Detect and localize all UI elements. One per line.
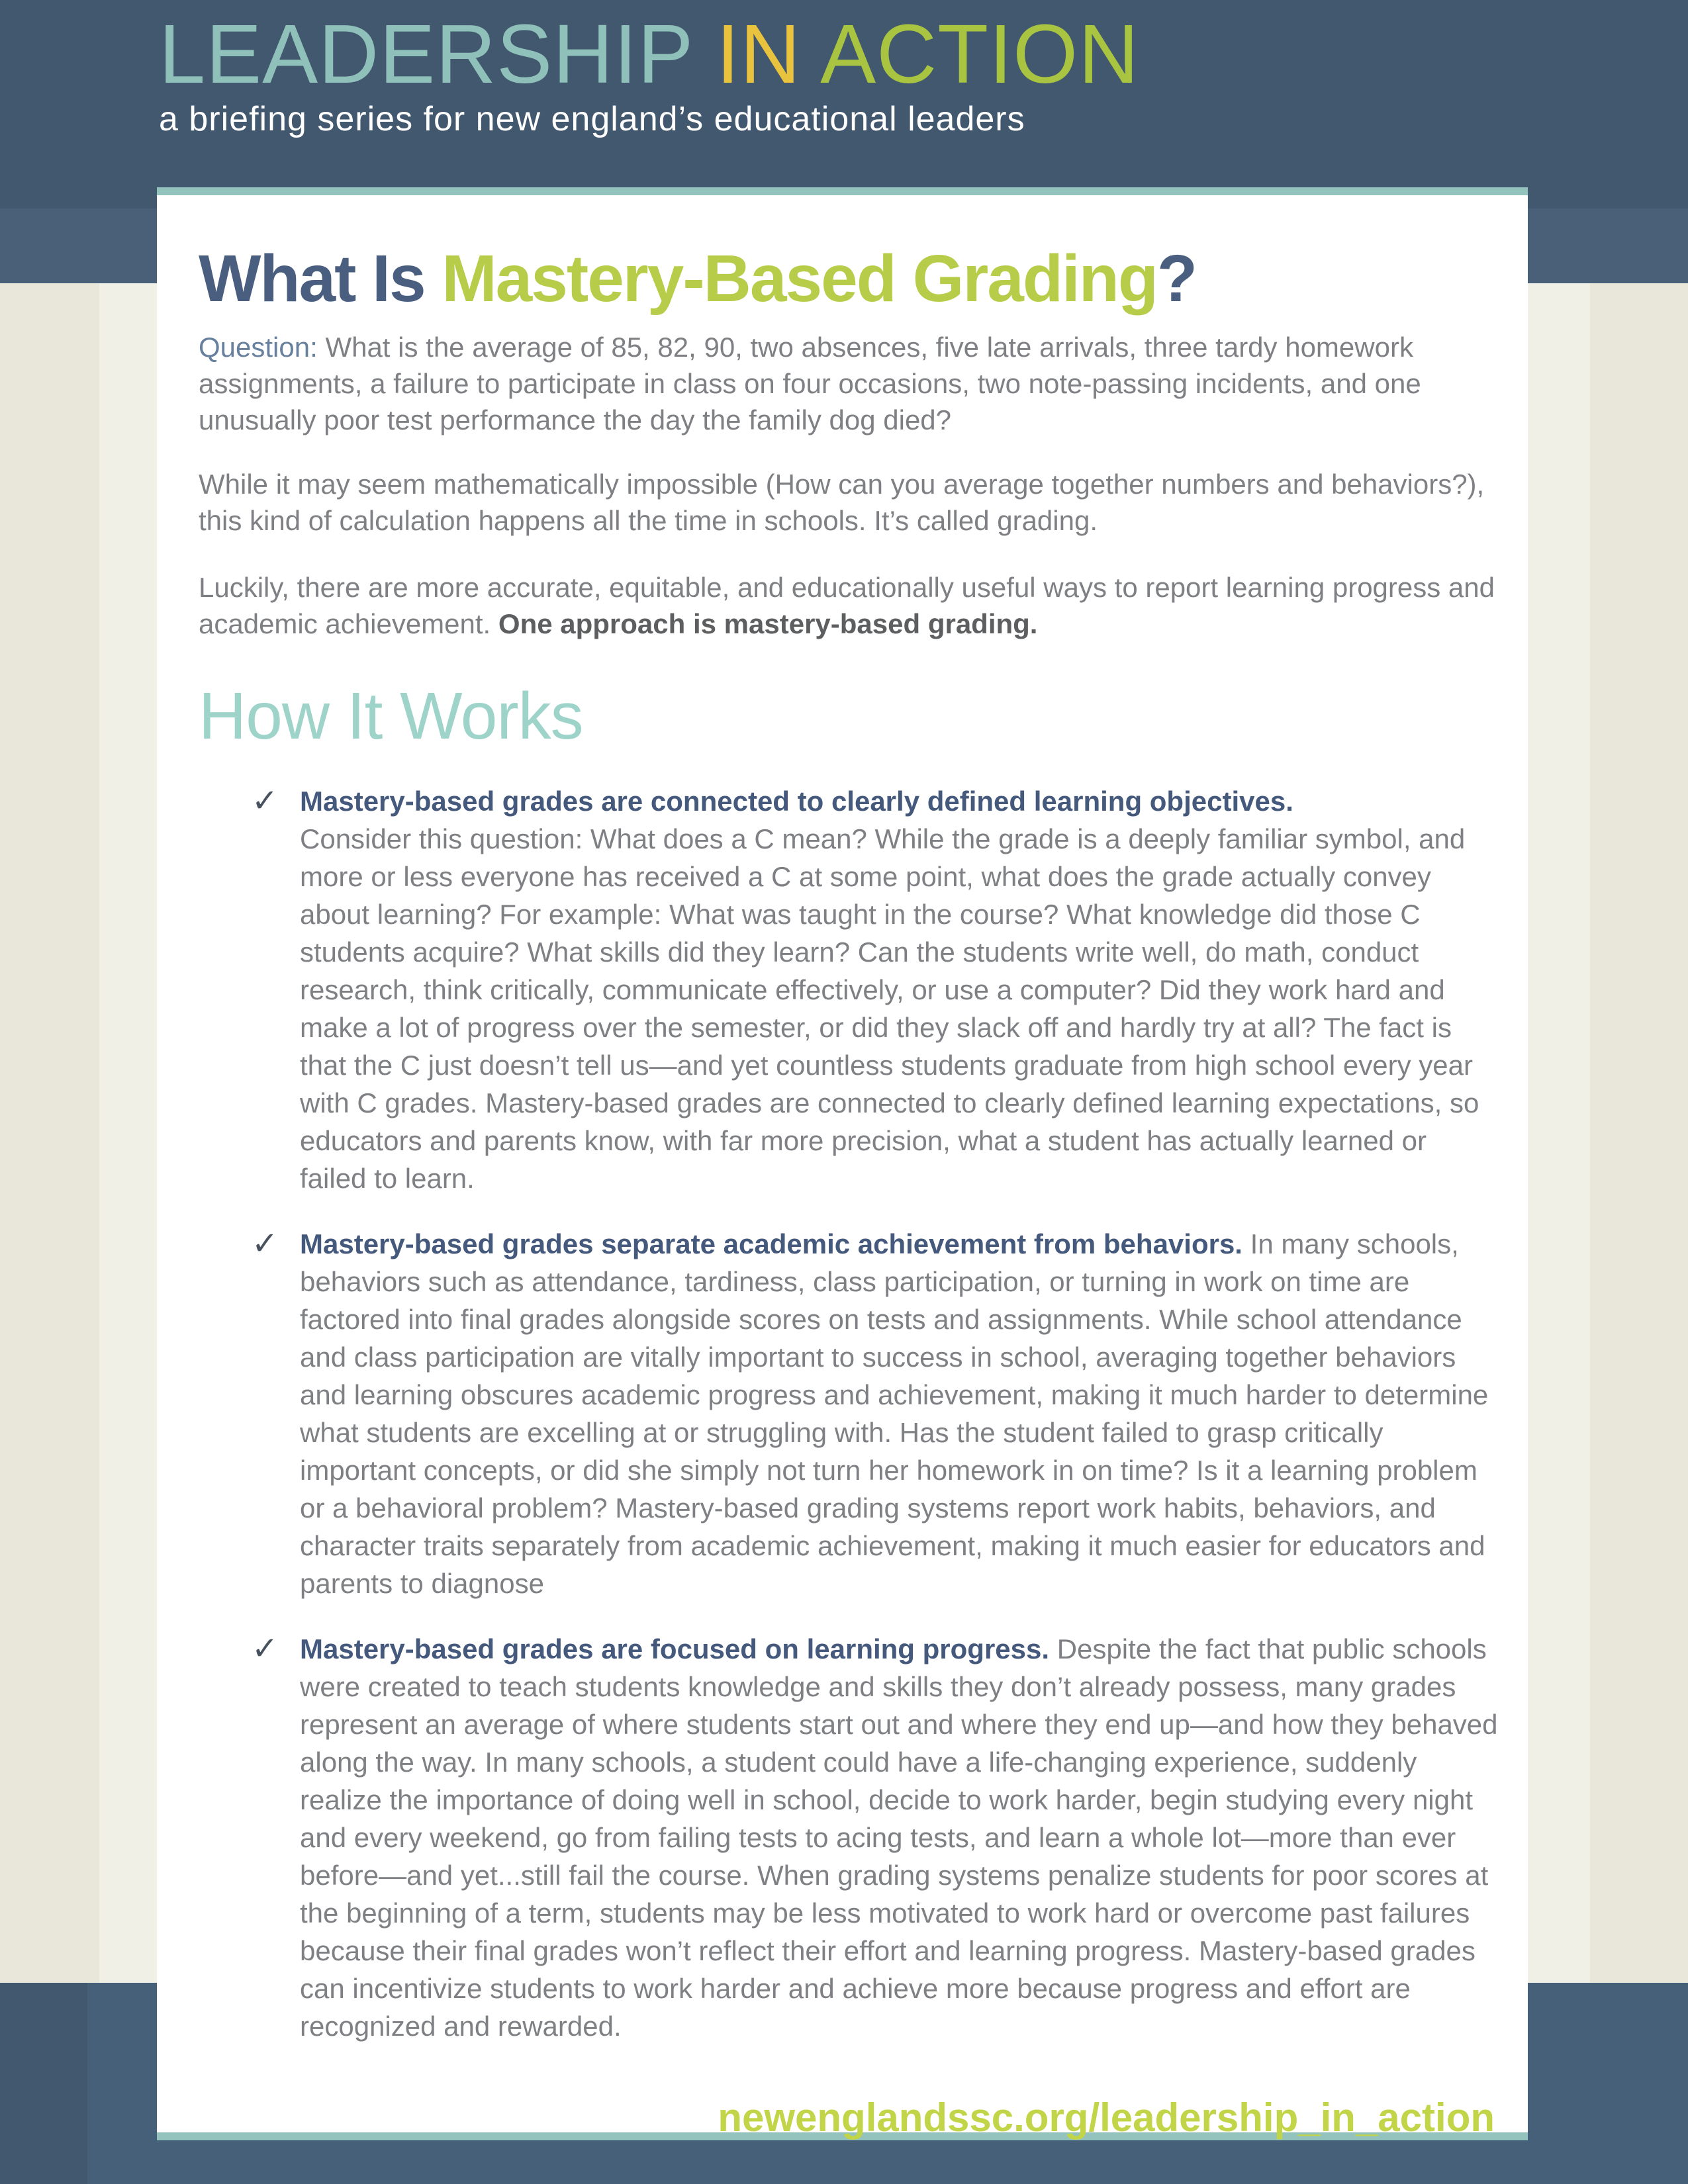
brand-word-in: IN bbox=[716, 7, 802, 101]
page-title-highlight: Mastery-Based Grading bbox=[442, 242, 1157, 316]
question-label: Question: bbox=[199, 332, 318, 363]
checkmark-icon: ✓ bbox=[252, 1631, 279, 1666]
page-title-lead: What Is bbox=[199, 242, 442, 316]
bullet-list bbox=[199, 782, 1498, 2045]
bullet-item-progress bbox=[252, 1630, 1498, 2045]
right-margin-strip bbox=[1528, 283, 1590, 1983]
checkmark-icon: ✓ bbox=[252, 1226, 279, 1261]
bullet-item-behaviors bbox=[252, 1225, 1498, 1602]
intro-paragraph-3 bbox=[199, 569, 1498, 642]
brand-word-leadership: LEADERSHIP bbox=[159, 7, 692, 101]
bullet-lead: Mastery-based grades separate academic achievement from behaviors. bbox=[300, 1228, 1243, 1259]
left-margin-strip bbox=[99, 283, 157, 1983]
bullet-text bbox=[300, 782, 1498, 1197]
card-content bbox=[157, 242, 1528, 2045]
bullet-item-objectives bbox=[252, 782, 1498, 1197]
brand-header bbox=[159, 7, 1140, 139]
brand-title bbox=[159, 7, 1140, 101]
bullet-lead: Mastery-based grades are connected to clearly defined learning objectives. bbox=[300, 786, 1293, 817]
intro-question-paragraph bbox=[199, 329, 1498, 438]
bullet-text bbox=[300, 1630, 1498, 2045]
footer-band-stripe bbox=[0, 1983, 87, 2184]
brand-subtitle: a briefing series for new england’s educational leaders bbox=[159, 100, 1025, 139]
bullet-body: In many schools, behaviors such as attendance, tardiness, class participation, or turning in work on time are factored into final grades alongside scores on tests and assignments. While school attendance and class participation are vitally important to success in school, averaging together behaviors and learning obscures academic progress and achievement, making it much harder to determine what students are excelling at or struggling with. Has the student failed to grasp critically important concepts, or did she simply not turn her homework in on time? Is it a learning problem or a behavioral problem? Mastery-based grading systems report work habits, behaviors, and character traits separately from academic achievement, making it much easier for educators and parents to diagnose bbox=[300, 1228, 1489, 1599]
document-card bbox=[157, 187, 1528, 2140]
section-heading: How It Works bbox=[199, 679, 583, 753]
page-title bbox=[199, 242, 1498, 316]
intro-paragraph-3-text: Luckily, there are more accurate, equitable, and educationally useful ways to report learning progress and academic achievement. bbox=[199, 572, 1495, 639]
intro-paragraph-2: While it may seem mathematically impossible (How can you average together numbers and behaviors?), this kind of calculation happens all the time in schools. It’s called grading. bbox=[199, 469, 1485, 536]
bullet-body: Consider this question: What does a C mean? While the grade is a deeply familiar symbol, and more or less everyone has received a C at some point, what does the grade actually convey about learning? For example: What was taught in the course? What knowledge did those C students acquire? What skills did they learn? Can the students write well, do math, conduct research, think critically, communicate effectively, or use a computer? Did they work hard and make a lot of progress over the semester, or did they slack off and hardly try at all? The fact is that the C just doesn’t tell us—and yet countless students graduate from high school every year with C grades. Mastery-based grades are connected to clearly defined learning expectations, so educators and parents know, with far more precision, what a student has actually learned or failed to learn. bbox=[300, 823, 1479, 1194]
footer-url: newenglandssc.org/leadership_in_action bbox=[718, 2095, 1495, 2140]
bullet-body: Despite the fact that public schools were created to teach students knowledge and skills they don’t already possess, many grades represent an average of where students start out and where they end up—and how they behaved along the way. In many schools, a student could have a life-changing experience, suddenly realize the importance of doing well in school, decide to work harder, begin studying every night and every weekend, go from failing tests to acing tests, and learn a whole lot—more than ever before—and yet...still fail the course. When grading systems penalize students for poor scores at the beginning of a term, students may be less motivated to work hard or overcome past failures because their final grades won’t reflect their effort and learning progress. Mastery-based grades can incentivize students to work harder and achieve more because progress and effort are recognized and rewarded. bbox=[300, 1633, 1498, 2042]
question-text: What is the average of 85, 82, 90, two absences, five late arrivals, three tardy homework assignments, a failure to participate in class on four occasions, two note-passing incidents, and one unusually poor test performance the day the family dog died? bbox=[199, 332, 1421, 435]
page-title-question-mark: ? bbox=[1156, 242, 1197, 316]
checkmark-icon: ✓ bbox=[252, 784, 279, 819]
bullet-text bbox=[300, 1225, 1498, 1602]
brand-word-action: ACTION bbox=[820, 7, 1140, 101]
intro-paragraph-3-bold: One approach is mastery-based grading. bbox=[498, 608, 1038, 639]
bullet-lead: Mastery-based grades are focused on learning progress. bbox=[300, 1633, 1050, 1664]
